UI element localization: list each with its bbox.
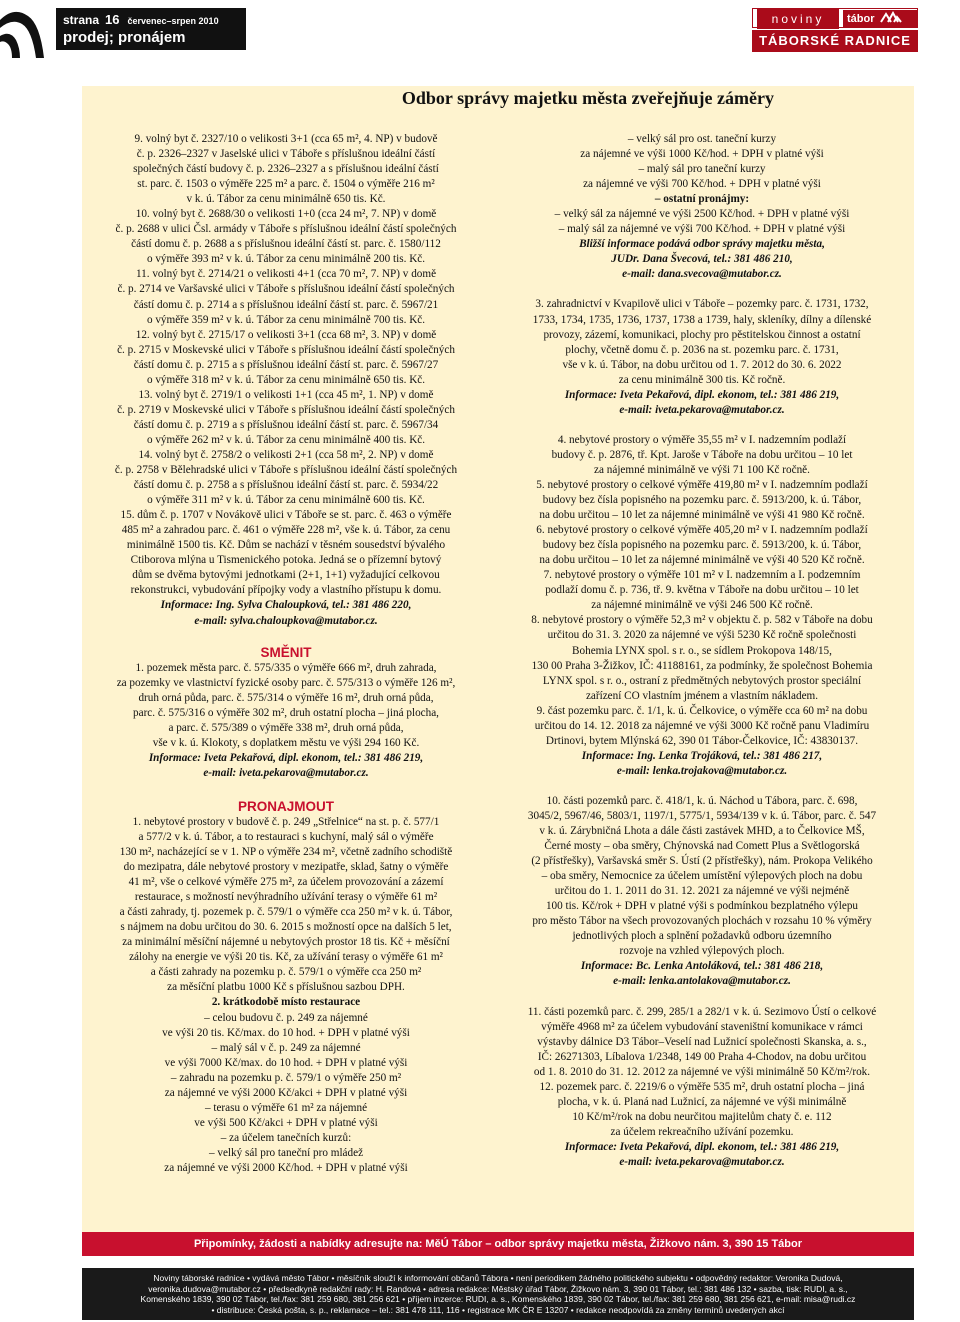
text-line: částí domu č. p. 2688 a s příslušnou ideální částí st. parc. č. 1580/112 (131, 238, 441, 251)
contact-info: Bližší informace podává odbor správy majetku města, (579, 238, 825, 251)
panel-title: Odbor správy majetku města zveřejňuje záměry (401, 88, 774, 108)
text-line: – velký sál pro taneční pro mládež (208, 1146, 364, 1159)
section-title: prodej; pronájem (63, 29, 186, 46)
text-line: o výměře 262 m² v k. ú. Tábor za cenu minimálně 400 tis. Kč. (146, 433, 426, 446)
text-line: LYNX spol. s r. o., ostraní z předmětných nebytových prostor speciální (542, 674, 862, 687)
issue-date: červenec–srpen 2010 (127, 16, 219, 26)
text-line: 3045/2, 5967/46, 5803/1, 1197/1, 5775/1, 5934/139 v k. ú. Tábor, parc. č. 547 (527, 809, 877, 822)
contact-email: e-mail: iveta.pekarova@mutabor.cz. (203, 766, 369, 779)
text-line: č. p. 2326–2327 v Jaselské ulici v Táboře s příslušnou ideální částí (136, 148, 436, 161)
contact-info: Informace: Iveta Pekařová, dipl. ekonom, tel.: 381 486 219, (564, 1140, 840, 1153)
text-line: za nájemné minimálně ve výši 246 500 Kč ročně. (591, 599, 813, 612)
text-line: a 577/2 v k. ú. Tábor, a to restauraci s kuchyní, malý sál o výměře (138, 830, 434, 843)
text-line: vše v k. ú. Klokoty, s doplatkem městu ve výši 294 160 Kč. (152, 736, 420, 749)
text-line: o výměře 393 m² v k. ú. Tábor za cenu minimálně 200 tis. Kč. (146, 253, 426, 266)
text-line: 41 m², vše o celkové výměře 275 m², za účelem provozování a zázemí (128, 876, 444, 889)
masthead-noviny: noviny (757, 9, 839, 29)
text-line: určitou do 14. 12. 2018 za nájemné ve výši 3000 Kč ročně panu Vladimíru (534, 719, 870, 732)
contact-info: Informace: Ing. Lenka Trojáková, tel.: 381 486 217, (581, 749, 823, 762)
text-line: pro město Tábor na všech provozovaných plochách v rozsahu 10 % výměry (532, 915, 872, 928)
text-line: – malý sál v č. p. 249 za nájemné (211, 1041, 361, 1054)
colophon-footer (82, 1268, 914, 1320)
text-line: 10 Kč/m²/rok na dobu neurčitou majitelům chaty č. e. 112 (572, 1110, 832, 1123)
text-line: st. parc. č. 1503 o výměře 225 m² a parc. č. 1504 o výměře 216 m² (137, 178, 435, 191)
text-line: plocha, v k. ú. Planá nad Lužnicí, za nájemné ve výši minimálně (557, 1095, 847, 1108)
text-line: 5. nebytové prostory o celkové výměře 419,80 m² v I. nadzemním podlaží (536, 478, 868, 491)
text-line: za cenu minimálně 300 tis. Kč ročně. (618, 373, 786, 386)
contact-email: e-mail: lenka.antolakova@mutabor.cz. (613, 975, 791, 988)
text-line: – velký sál za nájemné ve výši 2500 Kč/hod. + DPH v platné výši (554, 208, 850, 221)
text-line: provozy, zázemí, komunikaci, plochy pro pěstitelskou činnost a ostatní (543, 328, 861, 341)
text-line: podlaží domu č. p. 736, tř. 9. května v Táboře na dobu určitou – 10 let (545, 584, 859, 597)
text-line: 485 m² a zahradou parc. č. 461 o výměře 228 m², vše k. ú. Tábor, za cenu (121, 524, 451, 537)
text-line: určitou do 1. 1. 2011 do 31. 12. 2021 za nájemné ve výši nejméně (554, 885, 850, 898)
text-line: s nájmem na dobu určitou do 30. 6. 2015 s možností opce na dalších 5 let, (120, 921, 452, 934)
text-line: – celou budovu č. p. 249 za nájemné (204, 1011, 368, 1024)
text-line: za účelem rekreačního užívání pozemku. (610, 1125, 794, 1138)
footer-line: • distribuce: Česká pošta, s. p., reklamace – tel.: 381 478 111, 116 • registrace MK ČR E 13207 • redakce neodpovídá za změny termínů uvedených akcí (211, 1304, 785, 1315)
text-line: Ctiborova mlýna u Tismenického potoka. Jedná se o přízemní bytový (130, 554, 442, 567)
text-line: za nájemné minimálně ve výši 71 100 Kč ročně. (594, 463, 810, 476)
text-line: rozvoje na vzhled výlepových ploch. (619, 945, 785, 958)
text-line: 12. volný byt č. 2715/17 o velikosti 3+1 (cca 68 m², 3. NP) v domě (135, 328, 437, 341)
text-line: č. p. 2719 v Moskevské ulici v Táboře s příslušnou ideální částí společných (117, 403, 455, 416)
text-line: 11. volný byt č. 2714/21 o velikosti 4+1 (cca 70 m², 7. NP) v domě (135, 268, 437, 281)
text-line: 10. volný byt č. 2688/30 o velikosti 1+0 (cca 24 m², 7. NP) v domě (135, 208, 437, 221)
text-line: 9. volný byt č. 2327/10 o velikosti 3+1 (cca 65 m², 4. NP) v budově (134, 133, 438, 145)
text-line: o výměře 318 m² v k. ú. Tábor za cenu minimálně 650 tis. Kč. (146, 373, 426, 386)
text-line: 3. zahradnictví v Kvapilově ulici v Táboře – pozemky parc. č. 1731, 1732, (535, 298, 869, 311)
text-line: za pozemky ve vlastnictví fyzické osoby parc. č. 575/313 o výměře 126 m², (116, 676, 456, 689)
text-line: – velký sál pro ost. taneční kurzy (627, 133, 777, 145)
text-line: – zahradu na pozemku p. č. 579/1 o výměře 250 m² (170, 1071, 402, 1084)
contact-info: Informace: Iveta Pekařová, dipl. ekonom, tel.: 381 486 219, (564, 388, 840, 401)
text-line: dům se dvěma bytovými jednotkami (2+1, 1+1) vyžadující celkovou (132, 569, 440, 582)
masthead-logo (752, 8, 918, 48)
text-line: rekonstrukci, vybudování přípojky vody a vlastního přístupu k domu. (130, 584, 442, 597)
left-column (86, 132, 486, 1176)
footer-line: Komenského 1839, 390 02 Tábor, tel./fax: 381 259 680, 381 256 621 • příjem inzerce: RUDI, a. s., Komenského 1839, 390 02 Tábor, tel./fax: 381 259 680, 381 256 621, e-mail: misa@rudi.cz (140, 1294, 856, 1304)
text-line: č. p. 2688 v ulici Čsl. armády v Táboře s příslušnou ideální částí společných (115, 223, 457, 236)
text-line: budovy bez čísla popisného na pozemku parc. č. 5913/200, k. ú. Tábor, (542, 494, 862, 507)
text-line: 1733, 1734, 1735, 1736, 1737, 1738 a 1739, haly, skleníky, dílny a dílenské (532, 313, 872, 326)
section-heading-smenit: SMĚNIT (260, 644, 312, 660)
footer-line: veronika.dudova@mutabor.cz • předsedkyně redakční rady: H. Randová • adresa redakce: Městský úřad Tábor, Žižkovo nám. 3, 390 01 Tábor, tel.: 381 486 132 • sazba, tisk: RUDI, a. s., (148, 1283, 848, 1294)
contact-email: e-mail: dana.svecova@mutabor.cz. (622, 268, 782, 281)
text-line: – malý sál za nájemné ve výši 700 Kč/hod. + DPH v platné výši (558, 223, 846, 236)
contact-email: e-mail: sylva.chaloupkova@mutabor.cz. (194, 614, 378, 627)
text-line: ve výši 500 Kč/akci + DPH v platné výši (194, 1116, 378, 1129)
text-line: Černé mosty – oba směry, Chýnovská nad Comett Plus a Světlogorská (544, 840, 860, 853)
page-tag (56, 8, 246, 50)
text-line: ve výši 20 tis. Kč/max. do 10 hod. + DPH v platné výši (162, 1026, 410, 1039)
text-line: 8. nebytové prostory o výměře 52,3 m² v objektu č. p. 582 v Táboře na dobu (531, 614, 873, 627)
text-line: 6. nebytové prostory o celkové výměře 405,20 m² v I. nadzemním podlaží (536, 524, 868, 537)
text-line: 1. nebytové prostory v budově č. p. 249 „Střelnice“ na st. p. č. 577/1 (132, 815, 440, 828)
text-line: 100 tis. Kč/rok + DPH v platné výši s podmínkou bezplatného výlepu (545, 900, 859, 913)
announcement-panel (82, 86, 914, 1256)
text-line: o výměře 311 m² v k. ú. Tábor za cenu minimálně 600 tis. Kč. (147, 494, 425, 507)
text-line: 7. nebytové prostory o výměře 101 m² v I. nadzemním a I. podzemním (543, 569, 861, 582)
text-line: za měsíční platbu 1000 Kč s příslušnou sazbou DPH. (167, 981, 405, 994)
text-line: určitou do 31. 3. 2020 za nájemné ve výši 5230 Kč ročně společnosti (547, 629, 857, 642)
tabor-logo-icon (880, 11, 902, 23)
text-line: č. p. 2715 v Moskevské ulici v Táboře s příslušnou ideální částí společných (117, 343, 455, 356)
text-line: výstavby dálnice D3 Tábor–Veselí nad Lužnicí společnosti Skanska, a. s., (537, 1035, 867, 1048)
corner-ornament-icon (0, 0, 52, 58)
text-line: za minimální měsíční nájemné u nebytových prostor 18 tis. Kč + měsíční (122, 936, 450, 949)
text-line: restaurace, s možností nevýhradního užívání terasy o výměře 61 m² (134, 891, 438, 904)
text-line: 10. části pozemků parc. č. 418/1, k. ú. Náchod u Tábora, parc. č. 698, (546, 794, 858, 807)
page-header (0, 0, 960, 58)
text-line: a části zahrady na pozemku p. č. 579/1 o výměře cca 250 m² (150, 966, 422, 979)
text-line: do mezipatra, dále nebytové prostory v mezipatře, sklad, šatny o výměře (123, 861, 449, 874)
text-line: vše v k. ú. Tábor, na dobu určitou od 1. 7. 2012 do 30. 6. 2022 (562, 358, 842, 371)
text-line: plochy, včetně domu č. p. 2036 na st. pozemku parc. č. 1731, (565, 343, 839, 356)
text-line: 9. část pozemku parc. č. 1/1, k. ú. Čelkovice, o výměře cca 60 m² na dobu (536, 704, 868, 717)
text-line: – terasu o výměře 61 m² za nájemné (204, 1101, 368, 1114)
page-label: strana (63, 13, 100, 27)
text-line: ve výši 7000 Kč/max. do 10 hod. + DPH v platné výši (164, 1056, 408, 1069)
text-line: 130 00 Praha 3-Žižkov, IČ: 41188161, za podmínky, že společnost Bohemia (531, 659, 873, 672)
text-line: budovy bez čísla popisného na pozemku parc. č. 5913/200, k. ú. Tábor, (542, 539, 862, 552)
page-number: 16 (105, 12, 120, 27)
text-line: společných částí budovy č. p. 2326–2327 a s příslušnou ideální částí (133, 163, 439, 176)
text-line: budovy č. p. 2876, tř. Kpt. Jaroše v Táboře na dobu určitou – 10 let (551, 448, 853, 461)
text-line: 15. dům č. p. 1707 v Novákově ulici v Táboře se st. parc. č. 463 o výměře (120, 509, 452, 522)
text-line: – oba směry, Nemocnice za účelem umístění výlepových ploch na dobu (541, 870, 863, 883)
text-line: částí domu č. p. 2715 a s příslušnou ideální částí st. parc. č. 5967/27 (133, 358, 439, 371)
text-line: 13. volný byt č. 2719/1 o velikosti 1+1 (cca 45 m², 1. NP) v domě (138, 388, 434, 401)
text-line: 4. nebytové prostory o výměře 35,55 m² v I. nadzemním podlaží (557, 433, 847, 446)
text-line: a parc. č. 575/389 o výměře 338 m², druh orná půda, (168, 721, 404, 734)
text-line: o výměře 359 m² v k. ú. Tábor za cenu minimálně 700 tis. Kč. (146, 313, 426, 326)
text-line: (2 přístřešky), Varšavská směr S. Ústí (2 přístřešky), nám. Prokopa Velikého (531, 855, 873, 868)
text-line: 12. pozemek parc. č. 2219/6 o výměře 535 m², druh ostatní plocha – jiná (539, 1080, 865, 1093)
text-line: za nájemné ve výši 1000 Kč/hod. + DPH v platné výši (580, 148, 824, 161)
text-line: 14. volný byt č. 2758/2 o velikosti 2+1 (cca 58 m², 2. NP) v domě (138, 448, 434, 461)
text-line: – malý sál pro taneční kurzy (638, 163, 766, 176)
text-line: výměře 4968 m² za účelem vybudování staveništní komunikace v rámci (541, 1020, 863, 1033)
footer-line: Noviny táborské radnice • vydává město Tábor • měsíčník slouží k informování občanů Tábora • není periodikem žádného politického subjektu • odpovědný redaktor: Veronika Dudová, (153, 1273, 843, 1283)
text-line: a části zahrady, tj. pozemek p. č. 579/1 o výměře cca 250 m² v k. ú. Tábor, (119, 906, 453, 919)
text-line: IČ: 26271303, Líbalova 1/2348, 149 00 Praha 4-Chodov, na dobu určitou (537, 1050, 867, 1063)
contact-email: e-mail: iveta.pekarova@mutabor.cz. (619, 403, 785, 416)
contact-info: Informace: Ing. Sylva Chaloupková, tel.: 381 486 220, (160, 599, 412, 612)
text-line: v k. ú. Tábor za cenu minimálně 650 tis. Kč. (186, 193, 386, 206)
subheading: – ostatní pronájmy: (654, 193, 750, 206)
right-column (494, 132, 910, 1170)
contact-info: Informace: Iveta Pekařová, dipl. ekonom, tel.: 381 486 219, (148, 751, 424, 764)
text-line: č. p. 2714 ve Varšavské ulici v Táboře s příslušnou ideální částí společných (117, 283, 455, 296)
text-line: jednotlivých ploch a splnění požadavků odboru územního (572, 930, 832, 943)
text-line: parc. č. 575/316 o výměře 302 m², druh ostatní plocha – jiná plocha, (133, 706, 439, 719)
text-line: 1. pozemek města parc. č. 575/335 o výměře 666 m², druh zahrada, (135, 661, 437, 674)
text-line: zálohy na energie ve výši 20 tis. Kč, za užívání terasy o výměře 61 m² (129, 951, 443, 964)
text-line: – za účelem tanečních kurzů: (220, 1131, 352, 1144)
text-line: od 1. 8. 2010 do 31. 12. 2012 za nájemné ve výši minimálně 50 Kč/m²/rok. (533, 1065, 871, 1078)
text-line: 130 m², nacházející se v 1. NP o výměře 234 m², včetně zadního schodiště (119, 846, 453, 859)
section-heading-pronajmout: PRONAJMOUT (237, 798, 334, 814)
text-line: č. p. 2758 v Bělehradské ulici v Táboře s příslušnou ideální částí společných (114, 464, 458, 477)
text-line: za nájemné ve výši 2000 Kč/akci + DPH v platné výši (164, 1086, 408, 1099)
text-line: v k. ú. Zárybničná Lhota a dále části zastávek MHD, a to Čelkovice MŠ, (539, 825, 865, 838)
text-line: zařízení CO vlastním jménem a vlastním nákladem. (585, 689, 819, 702)
text-line: Drtinovi, bytem Mlýnská 62, 390 01 Tábor-Čelkovice, IČ: 43830137. (545, 734, 859, 747)
contact-email: e-mail: iveta.pekarova@mutabor.cz. (619, 1156, 785, 1168)
text-line: minimálně 1500 tis. Kč. Dům se nachází v těsném sousedství bývalého (126, 539, 446, 552)
text-line: na dobu určitou – 10 let za nájemné minimálně ve výši 41 980 Kč ročně. (539, 509, 865, 522)
text-line: částí domu č. p. 2719 a s příslušnou ideální částí st. parc. č. 5967/34 (133, 418, 439, 431)
text-line: částí domu č. p. 2714 a s příslušnou ideální částí st. parc. č. 5967/21 (133, 298, 439, 311)
text-line: 11. části pozemků parc. č. 299, 285/1 a 282/1 v k. ú. Sezimovo Ústí o celkové (527, 1005, 877, 1018)
masthead-city: tábor (843, 10, 917, 28)
text-line: na dobu určitou – 10 let za nájemné minimálně ve výši 40 520 Kč ročně. (539, 554, 865, 567)
contact-info: JUDr. Dana Švecová, tel.: 381 486 210, (611, 253, 793, 266)
contact-info: Informace: Bc. Lenka Antoláková, tel.: 381 486 218, (580, 960, 824, 973)
text-line: částí domu č. p. 2758 a s příslušnou ideální částí st. parc. č. 5934/22 (133, 479, 439, 492)
masthead-title: TÁBORSKÉ RADNICE (752, 30, 918, 52)
contact-banner: Připomínky, žádosti a nabídky adresujte na: MěÚ Tábor – odbor správy majetku města, Žižkovo nám. 3, 390 15 Tábor (82, 1232, 914, 1256)
subheading: 2. krátkodobě místo restaurace (211, 996, 361, 1009)
text-line: za nájemné ve výši 700 Kč/hod. + DPH v platné výši (583, 178, 821, 191)
text-line: Bohemia LYNX spol. s r. o., se sídlem Prokopova 148/15, (572, 644, 832, 657)
text-line: za nájemné ve výši 2000 Kč/hod. + DPH v platné výši (164, 1162, 408, 1174)
text-line: druh orná půda, parc. č. 575/314 o výměře 16 m², druh orná půda, (138, 691, 434, 704)
contact-email: e-mail: lenka.trojakova@mutabor.cz. (616, 764, 788, 777)
